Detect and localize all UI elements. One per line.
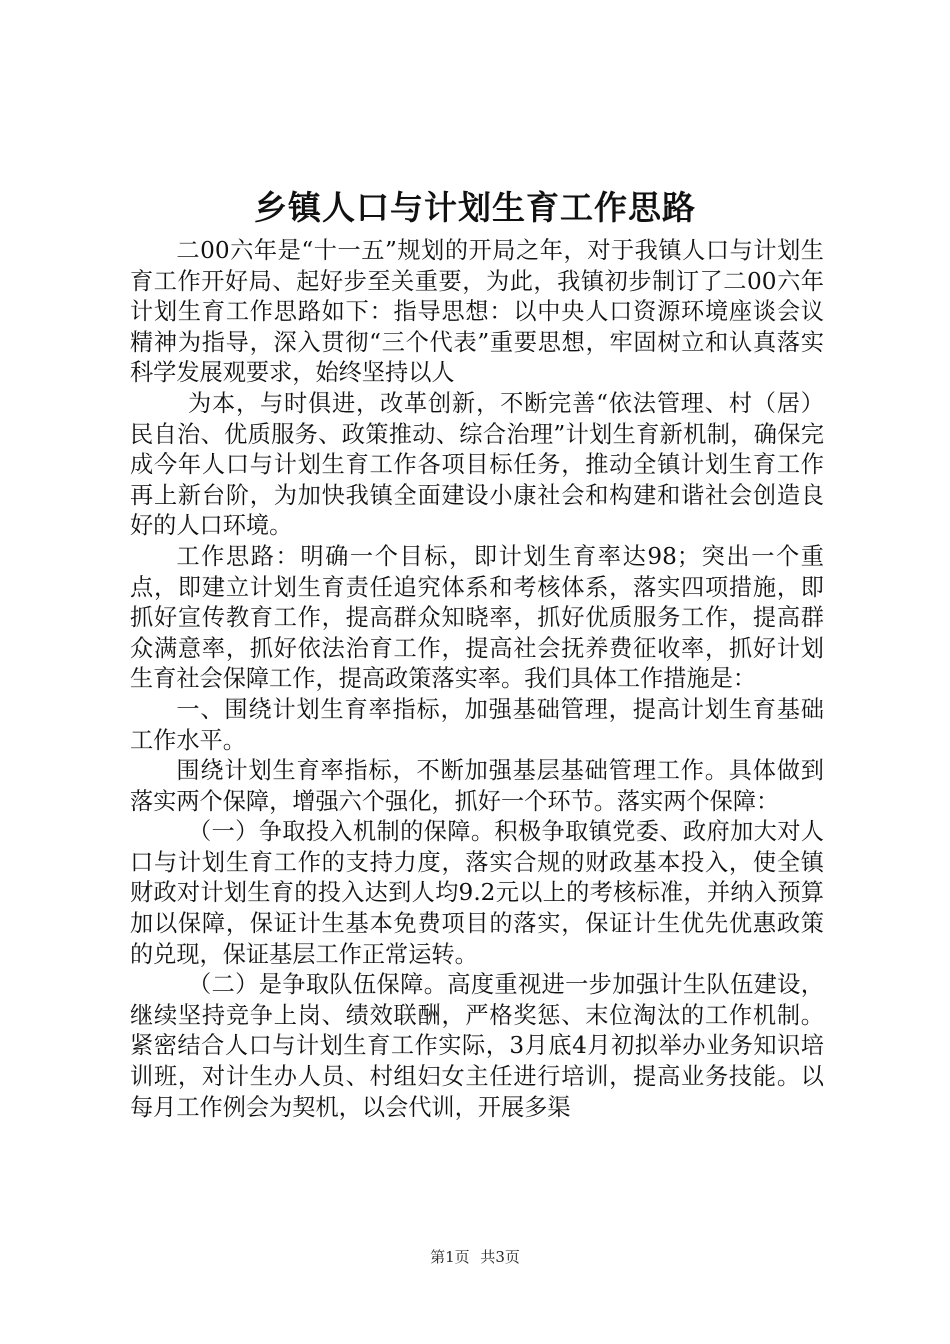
page-number: 第1页 (430, 1248, 470, 1266)
page-total: 共3页 (480, 1248, 520, 1266)
paragraph: 一、围绕计划生育率指标，加强基础管理，提高计划生育基础工作水平。 (130, 695, 824, 754)
paragraph: 工作思路：明确一个目标，即计划生育率达98；突出一个重点，即建立计划生育责任追究体系和考核体系，落实四项措施，即抓好宣传教育工作，提高群众知晓率，抓好优质服务工作，提高群众满意率，抓好依法治育工作，提高社会抚养费征收率，抓好计划生育社会保障工作，提高政策落实率。我们具体工作措施是： (130, 542, 824, 693)
paragraph: （二）是争取队伍保障。高度重视进一步加强计生队伍建设，继续坚持竞争上岗、绩效联酬，严格奖惩、末位淘汰的工作机制。紧密结合人口与计划生育工作实际，3月底4月初拟举办业务知识培训班，对计生办人员、村组妇女主任进行培训，提高业务技能。以每月工作例会为契机，以会代训，开展多渠 (130, 971, 824, 1121)
page-footer (0, 1247, 950, 1267)
paragraph: （一）争取投入机制的保障。积极争取镇党委、政府加大对人口与计划生育工作的支持力度，落实合规的财政基本投入，使全镇财政对计划生育的投入达到人均9.2元以上的考核标准，并纳入预算加以保障，保证计生基本免费项目的落实，保证计生优先优惠政策的兑现，保证基层工作正常运转。 (130, 818, 824, 968)
paragraph: 为本，与时俱进，改革创新，不断完善“依法管理、村（居）民自治、优质服务、政策推动、综合治理”计划生育新机制，确保完成今年人口与计划生育工作各项目标任务，推动全镇计划生育工作再上新台阶，为加快我镇全面建设小康社会和构建和谐社会创造良好的人口环境。 (130, 389, 824, 540)
paragraph: 二00六年是“十一五”规划的开局之年，对于我镇人口与计划生育工作开好局、起好步至关重要，为此，我镇初步制订了二00六年计划生育工作思路如下：指导思想：以中央人口资源环境座谈会议精神为指导，深入贯彻“三个代表”重要思想，牢固树立和认真落实科学发展观要求，始终坚持以人 (130, 237, 824, 387)
paragraph: 围绕计划生育率指标，不断加强基层基础管理工作。具体做到落实两个保障，增强六个强化，抓好一个环节。落实两个保障： (130, 757, 824, 815)
document-title: 乡镇人口与计划生育工作思路 (254, 188, 696, 227)
document-body (130, 236, 824, 1123)
